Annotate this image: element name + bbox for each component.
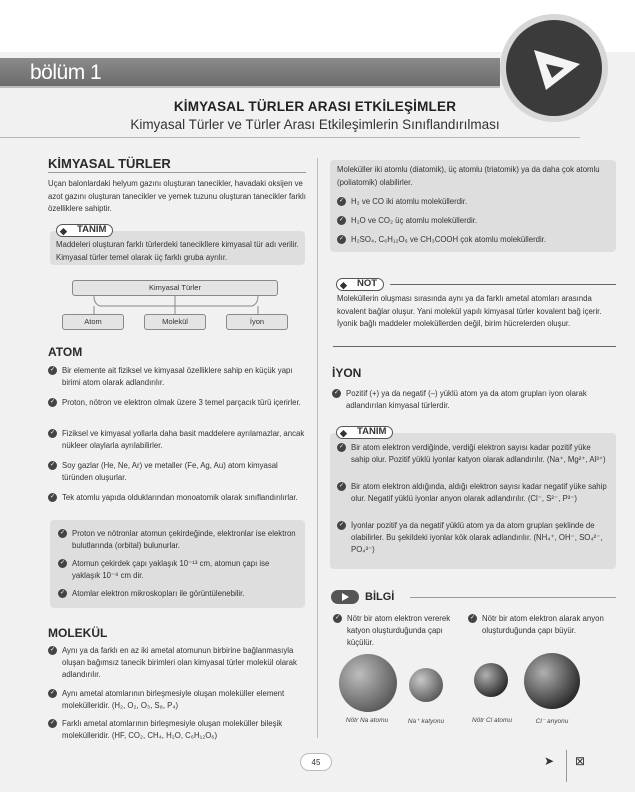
check-icon: ✓ (49, 647, 56, 653)
molekul-bullet: ✓ Aynı ametal atomlarının birleşmesiyle oluşan moleküller element molekülleridir. (H₂, O₂, O₃, S₈, P₄) (49, 689, 285, 710)
tag-icon: ◆ (340, 427, 347, 438)
atom-bullet: ✓ Tek atomlu yapıda olduklarından monoatomik olarak sınıflandırılırlar. (49, 493, 298, 502)
check-icon: ✓ (338, 198, 345, 204)
heading-atom: ATOM (48, 345, 83, 359)
tanim-tag (56, 224, 113, 237)
check-icon: ✓ (49, 399, 56, 405)
atom-bullet: ✓ Bir elemente ait fiziksel ve kimyasal özelliklere sahip en küçük yapı birimi atom olarak adlandırılır. (49, 366, 293, 387)
caption-cl-atom: Nötr Cl atomu (471, 717, 513, 724)
heading-underline (48, 172, 306, 173)
diagram-atom: Atom (62, 314, 124, 330)
not-tag (336, 278, 384, 291)
section-label: bölüm 1 (30, 61, 102, 84)
not-bottom-rule (333, 346, 616, 347)
atom-box-item: ✓ Atomun çekirdek çapı yaklaşık 10⁻¹³ cm, atomun çapı ise yaklaşık 10⁻⁸ cm dir. (59, 559, 270, 580)
na-cation-sphere (409, 668, 443, 702)
bilgi-label: BİLGİ (365, 591, 395, 603)
page-title: KİMYASAL TÜRLER ARASI ETKİLEŞİMLER (173, 99, 457, 114)
atom-bullet: ✓ Soy gazlar (He, Ne, Ar) ve metaller (Fe, Ag, Au) atom kimyasal türünden oluşurlar. (49, 461, 278, 482)
tanim2-item: ✓ Bir atom elektron aldığında, aldığı elektron sayısı kadar negatif yüke sahip olur. Negatif yüklü iyonlar anyon olarak adlandırılır. (Cl⁻, S²⁻, P³⁻) (338, 482, 607, 503)
atom-box-item: ✓ Proton ve nötronlar atomun çekirdeğinde, elektronlar ise elektron bulutlarında (orbital) bulunurlar. (59, 529, 296, 550)
check-icon: ✓ (49, 720, 56, 726)
caption-na-cation: Na⁺ katyonu (407, 718, 445, 725)
intro-text: Uçan balonlardaki helyum gazını oluşturan tanecikler, havadaki oksijen ve azot gazını oluşturan tanecikler ve yemek tuzunu oluşturan tanecikler farklı özelliklere sahiptir. (48, 179, 306, 213)
title-rule (0, 137, 580, 138)
check-icon: ✓ (338, 236, 345, 242)
logo-mark-icon: ➤ (544, 754, 555, 768)
diagram-root: Kimyasal Türler (72, 280, 278, 296)
caption-na-atom: Nötr Na atomu (345, 717, 389, 724)
check-icon: ✓ (59, 590, 66, 596)
check-icon: ✓ (59, 560, 66, 566)
heading-iyon: İYON (332, 366, 362, 380)
mol-box-item: ✓ H₂O ve CO₂ üç atomlu moleküllerdir. (338, 216, 478, 225)
diagram-connectors (72, 296, 282, 316)
molekul-bullet: ✓ Farklı ametal atomlarının birleşmesiyle oluşan moleküller bileşik molekülleridir. (HF, CO₂, CH₄, H₂O, C₆H₁₂O₆) (49, 719, 283, 740)
bilgi-left: ✓ Nötr bir atom elektron vererek katyon oluşturduğunda çapı küçülür. (334, 614, 451, 647)
check-icon: ✓ (469, 615, 476, 621)
book-icon: ⊠ (575, 754, 586, 768)
tag-icon: ◆ (60, 225, 67, 236)
check-icon: ✓ (334, 615, 341, 621)
atom-bullet: ✓ Fiziksel ve kimyasal yollarla daha basit maddelere ayrılamazlar, ancak nükleer olaylarla ayrılabilirler. (49, 429, 305, 450)
footer-divider (566, 750, 567, 782)
check-icon: ✓ (49, 462, 56, 468)
bilgi-rule (410, 597, 616, 598)
atom-bullet: ✓ Proton, nötron ve elektron olmak üzere 3 temel parçacık türü içerirler. (49, 398, 301, 407)
page-number: 45 (300, 753, 332, 771)
tanim2-item: ✓ Bir atom elektron verdiğinde, verdiği elektron sayısı kadar pozitif yüke sahip olur. Pozitif yüklü iyonlar katyon olarak adlandırılır. (Na⁺, Mg²⁺, Al³⁺) (338, 443, 606, 464)
mol-box-item: ✓ H₂SO₄, C₆H₁₂O₆ ve CH₃COOH çok atomlu moleküllerdir. (338, 235, 547, 244)
check-icon: ✓ (49, 367, 56, 373)
na-atom-sphere (339, 654, 397, 712)
tanim-text: Maddeleri oluşturan farklı türlerdeki tanecikllere kimyasal tür adı verilir. Kimyasal türler temel olarak üç farklı gruba ayrılır. (56, 240, 299, 262)
tag-icon: ◆ (340, 279, 347, 290)
column-divider (317, 158, 318, 738)
check-icon: ✓ (338, 483, 345, 489)
diagram-iyon: İyon (226, 314, 288, 330)
publisher-emblem (506, 20, 602, 116)
check-icon: ✓ (49, 690, 56, 696)
check-icon: ✓ (49, 494, 56, 500)
check-icon: ✓ (338, 217, 345, 223)
mol-box-intro: Moleküller iki atomlu (diatomik), üç atomlu (triatomik) ya da daha çok atomlu (poliatomik) olabilirler. (337, 165, 600, 187)
atom-box-item: ✓ Atomlar elektron mikroskopları ile görüntülenebilir. (59, 589, 245, 598)
tanim2-label: TANIM (357, 426, 387, 437)
heading-molekul: MOLEKÜL (48, 626, 108, 640)
iyon-bullet: ✓ Pozitif (+) ya da negatif (–) yüklü atom ya da atom grupları iyon olarak adlandırılan kimyasal türlerdir. (333, 389, 587, 410)
tanim2-tag (336, 426, 393, 439)
heading-kimyasal-turler: KİMYASAL TÜRLER (48, 156, 171, 171)
diagram-molekul: Molekül (144, 314, 206, 330)
molekul-bullet: ✓ Aynı ya da farklı en az iki ametal atomunun birbirine bağlanmasıyla oluşan bağımsız tanecik birimleri olan kimyasal türler molekül olarak adlandırılır. (49, 646, 297, 679)
mol-box-item: ✓ H₂ ve CO iki atomlu moleküllerdir. (338, 197, 468, 206)
check-icon: ✓ (333, 390, 340, 396)
check-icon: ✓ (338, 522, 345, 528)
check-icon: ✓ (338, 444, 345, 450)
tanim-label: TANIM (77, 224, 107, 235)
check-icon: ✓ (59, 530, 66, 536)
tanim2-item: ✓ İyonlar pozitif ya da negatif yüklü atom ya da atom grupları şeklinde de olabilirler. Bu şekildeki iyonlar kök olarak adlandırılır. (NH₄⁺, OH⁻, SO₄²⁻, PO₄³⁻) (338, 521, 603, 554)
not-rule (390, 284, 616, 285)
play-icon (331, 590, 359, 604)
play-arrow-icon (506, 20, 602, 116)
not-label: NOT (357, 278, 378, 289)
page-subtitle: Kimyasal Türler ve Türler Arası Etkileşimlerin Sınıflandırılması (130, 117, 500, 132)
caption-cl-anion: Cl⁻ anyonu (535, 718, 569, 725)
check-icon: ✓ (49, 430, 56, 436)
cl-atom-sphere (474, 663, 508, 697)
not-text: Moleküllerin oluşması sırasında aynı ya da farklı ametal atomları arasında kovalent bağlar oluşur. Yani molekül yapılı kimyasal türler kovalent bağ içerir. İyonik bağlı maddeler moleküllerden değil, birim hücrelerden oluşur. (337, 294, 602, 328)
cl-anion-sphere (524, 653, 580, 709)
bilgi-right: ✓ Nötr bir atom elektron alarak anyon oluşturduğunda çapı büyür. (469, 614, 604, 635)
